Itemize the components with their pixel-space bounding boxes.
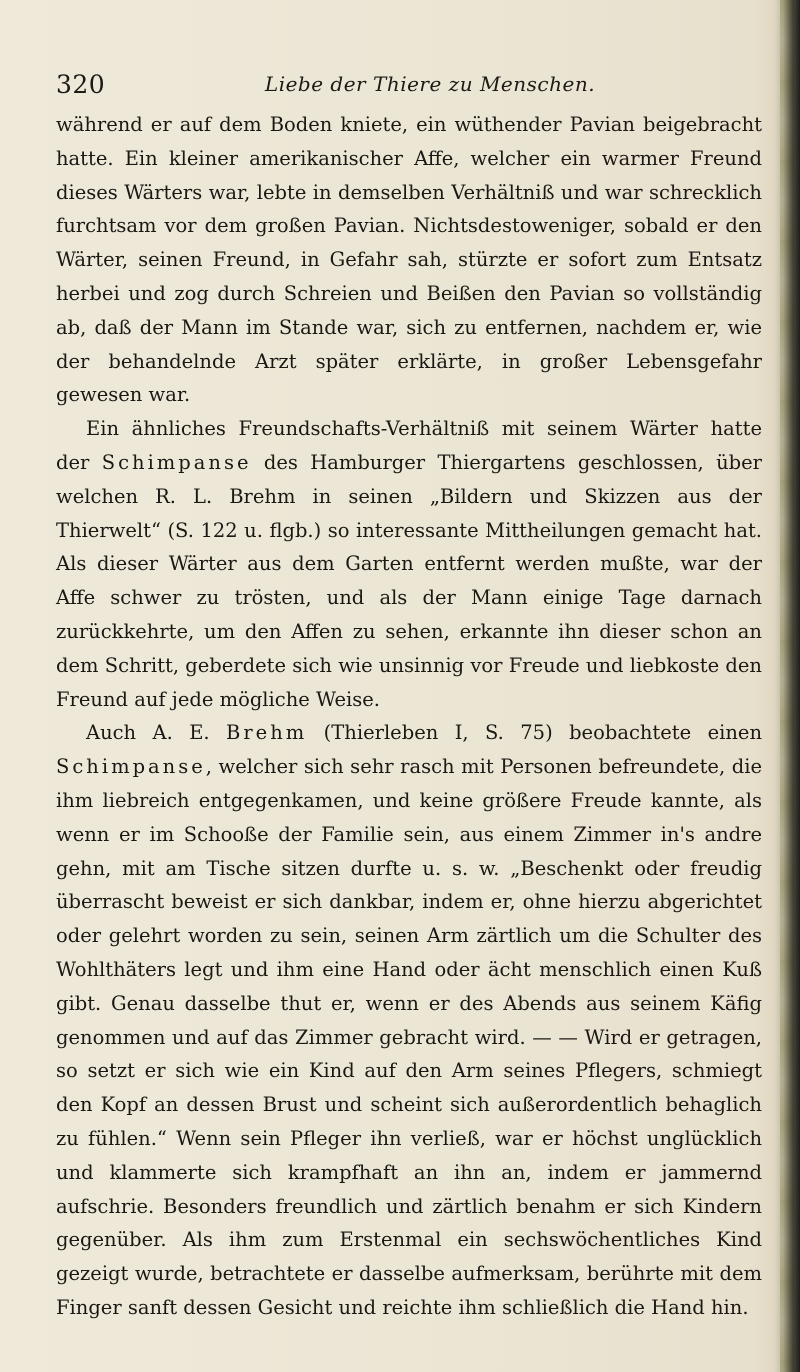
page-edge-shadow [774, 0, 800, 1372]
page-number: 320 [56, 70, 106, 99]
emphasis-schimpanse-2: Schimpanse [56, 755, 206, 779]
paragraph-2-text-c: des Hamburger Thiergartens geschlossen, über welchen R. L. Brehm in seinen „Bildern und Skizzen aus der Thierwelt“ (S. 122 u. flgb.) so interessante Mittheilungen gemacht hat. Als dieser Wärter aus dem Garten entfernt werden mußte, war der Affe schwer zu trösten, und als der Mann einige Tage darnach zurückkehrte, um den Affen zu sehen, erkannte ihn dieser schon an dem Schritt, geberdete sich wie unsinnig vor Freude und liebkoste den Freund auf jede mögliche Weise. [56, 450, 763, 711]
paragraph-3-text-a: Auch A. E. [86, 721, 227, 745]
emphasis-brehm: Brehm [226, 721, 308, 745]
paragraph-3-text-e: , welcher sich sehr rasch mit Personen befreundete, die ihm liebreich entgegenkamen, und keine größere Freude kannte, als wenn er im Schooße der Familie sein, aus einem Zimmer in's andre gehn, mit am Tische sitzen durfte u. s. w. „Beschenkt oder freudig überrascht beweist er sich dankbar, indem er, ohne hierzu abgerichtet oder gelehrt worden zu sein, seinen Arm zärtlich um die Schulter des Wohlthäters legt und ihm eine Hand oder ächt menschlich einen Kuß gibt. Genau dasselbe thut er, wenn er des Abends aus seinem Käfig genommen und auf das Zimmer gebracht wird. — — Wird er getragen, so setzt er sich wie ein Kind auf den Arm seines Pflegers, schmiegt den Kopf an dessen Brust und scheint sich außerordentlich behaglich zu fühlen.“ Wenn sein Pfleger ihn verließ, war er höchst unglücklich und klammerte sich krampfhaft an ihn an, indem er jammernd aufschrie. Besonders freundlich und zärtlich benahm er sich Kindern gegenüber. Als ihm zum Erstenmal ein sechswöchentliches Kind gezeigt wurde, betrachtete er dasselbe aufmerksam, berührte mit dem Finger sanft dessen Gesicht und reichte ihm schließlich die Hand hin. [56, 755, 762, 1319]
paragraph-2-text-a: Ein ähnliches Freundschafts-Verhältniß mit seinem Wärter hatte der [56, 417, 762, 474]
running-title: Liebe der Thiere zu Menschen. [264, 72, 596, 96]
paragraph-3 [56, 716, 762, 1324]
paragraph-3-text-c: (Thierleben I, S. 75) beobachtete einen [307, 721, 763, 745]
body-text [56, 108, 762, 1325]
paragraph-1: während er auf dem Boden kniete, ein wüthender Pavian beigebracht hatte. Ein kleiner amerikanischer Affe, welcher ein warmer Freund dieses Wärters war, lebte in demselben Verhältniß und war schrecklich furchtsam vor dem großen Pavian. Nichtsdestoweniger, sobald er den Wärter, seinen Freund, in Gefahr sah, stürzte er sofort zum Entsatz herbei und zog durch Schreien und Beißen den Pavian so vollständig ab, daß der Mann im Stande war, sich zu entfernen, nachdem er, wie der behandelnde Arzt später erklärte, in großer Lebensgefahr gewesen war. [56, 113, 762, 407]
emphasis-schimpanse: Schimpanse [101, 450, 252, 474]
paragraph-2 [56, 412, 762, 716]
